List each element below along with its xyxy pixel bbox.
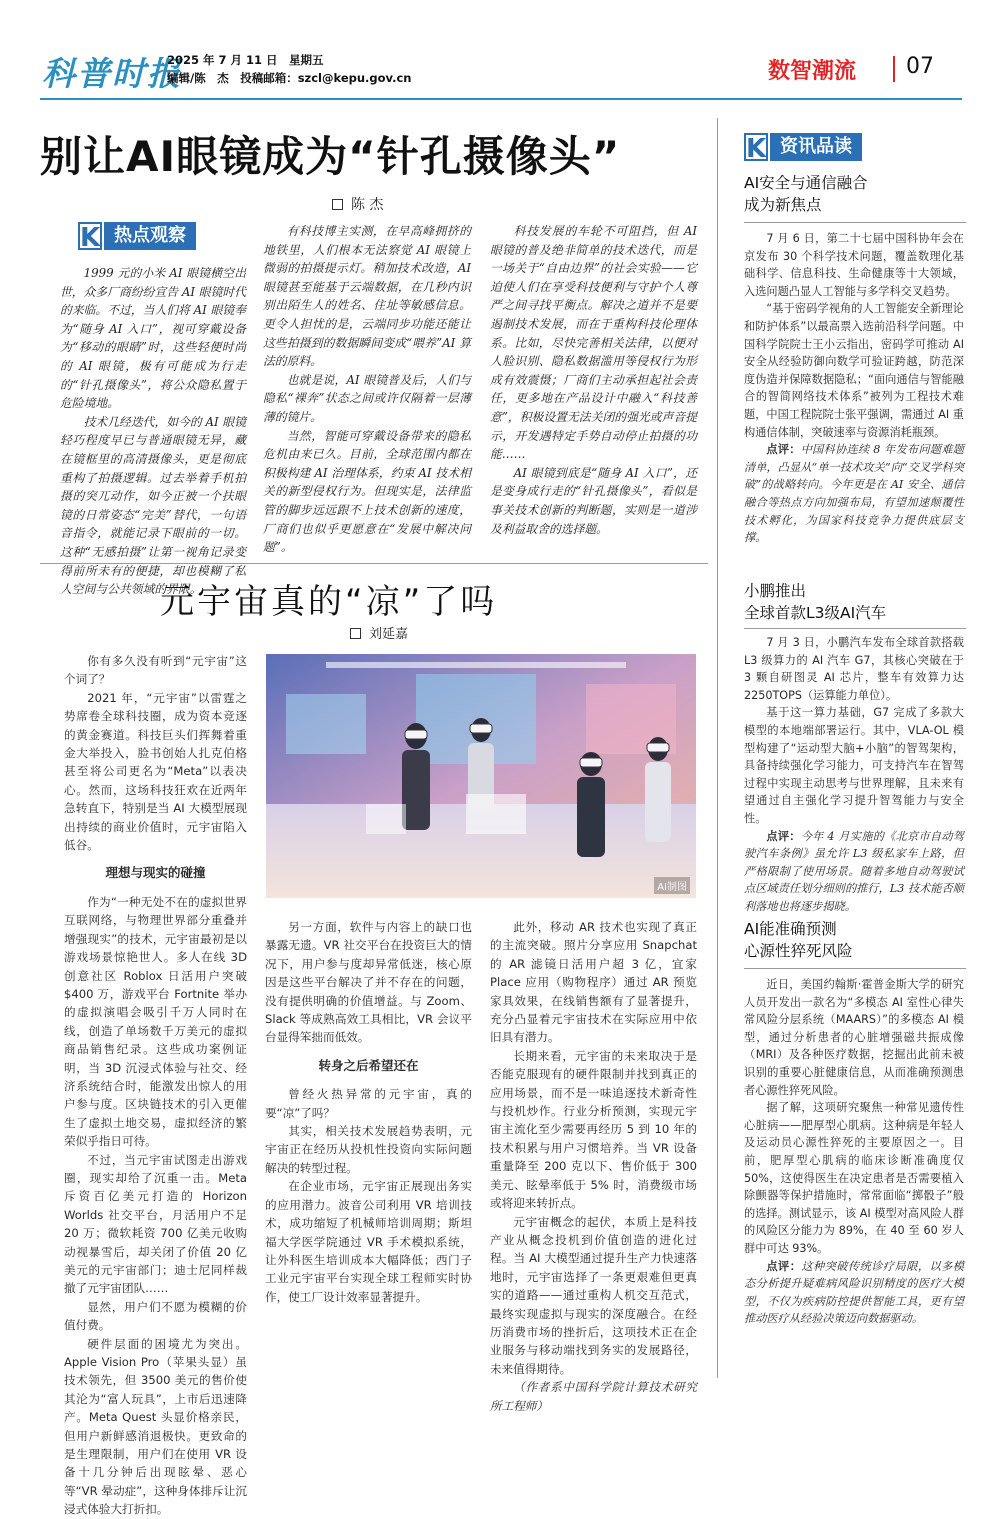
image-credit: AI制图 — [654, 877, 690, 894]
author-note: （作者系中国科学院计算技术研究所工程师） — [490, 1380, 697, 1413]
section-name: 数智潮流 — [768, 59, 857, 84]
editor-contact: 编辑/陈 杰 投稿邮箱：szcl@kepu.gov.cn — [167, 71, 412, 85]
article2-paragraph: 作为“一种无处不在的虚拟世界互联网络，与物理世界部分重叠并增强现实”的技术，元宇宙最初是以游戏场景惊艳世人。多人在线 3D 创意社区 Roblox 日活用户突破 $400 万，游戏平台 Fortnite 举办的虚拟演唱会吸引千万人同时在线，创造了单场数千万美元的虚拟商品销售纪录。这些成功案例证明，当 3D 沉浸式体验与社交、经济系统结合时，能激发出惊人的用户参与度。区块链技术的引入更催生了虚拟土地交易，虚拟经济的繁荣似乎指日可待。 — [64, 894, 247, 1149]
article2-column-1 — [64, 652, 247, 1519]
brief3-body — [744, 976, 964, 1328]
article2-paragraph: 你有多久没有听到“元宇宙”这个词了？ — [64, 654, 247, 687]
article2-paragraph: 长期来看，元宇宙的未来取决于是否能克服现有的硬件限制并找到真正的应用场景，而不是一味追逐技术新奇性与投机炒作。行业分析预测，实现元宇宙主流化至少需要再经历 5 到 10 年的技术积累与用户习惯培养。当 VR 设备重量降至 200 克以下、售价低于 300 美元、眩晕率低于 5% 时，消费级市场或将迎来转折点。 — [490, 1048, 697, 1211]
brief-title-line: AI安全与通信融合 — [744, 174, 868, 192]
article2-paragraph: 其实，相关技术发展趋势表明，元宇宙正在经历从投机性投资向实际问题解决的转型过程。 — [265, 1124, 472, 1175]
article1-paragraph: 有科技博主实测，在早高峰拥挤的地铁里，人们根本无法察觉 AI 眼镜上微弱的拍摄提示灯。稍加技术改造，AI 眼镜甚至能基于云端数据，在几秒内识别出陌生人的姓名、住址等敏感信息。更令人担忧的是，云端同步功能还能让这些拍摄到的数据瞬间变成“喂养”AI 算法的原料。 — [263, 224, 471, 369]
header-rule — [40, 98, 962, 100]
article1-column-2 — [263, 222, 471, 557]
article1-paragraph: 当然，智能可穿戴设备带来的隐私危机由来已久。目前，全球范围内都在积极构建 AI 治理体系，约束 AI 技术相关的新型侵权行为。但现实是，法律监管的脚步远远跟不上技术创新的速度，厂商们也似乎更愿意在“发展中解决问题”。 — [263, 428, 471, 555]
brief-paragraph: “基于密码学视角的人工智能安全新理论和防护体系”以最高票入选前沿科学问题。中国科学院院士王小云指出，密码学可推动 AI 安全从经验防御向数学可验证跨越，防范深度伪造并保障数据隐私；“面向通信与智能融合的智简网络技术体系”被列为工程技术难题，中国工程院院士张平强调，需通过 AI 重构通信体制，突破速率与资源消耗瓶颈。 — [744, 302, 964, 439]
column-divider — [717, 118, 718, 1378]
brief-rule — [744, 628, 966, 629]
vr-office-illustration — [266, 654, 696, 898]
k-logo-icon: K — [80, 223, 101, 253]
column-tag-hot — [78, 222, 196, 253]
article2-paragraph: 显然，用户们不愿为模糊的价值付费。 — [64, 1299, 247, 1333]
brief-comment — [744, 441, 964, 547]
brief-title-line: 全球首款L3级AI汽车 — [744, 604, 887, 622]
article2-paragraph: 此外，移动 AR 技术也实现了真正的主流突破。照片分享应用 Snapchat 的 AR 滤镜日活用户超 3 亿，宜家 Place 应用（购物程序）通过 AR 预览家具效果，在线销售额有了显著提升，充分凸显着元宇宙技术在实际应用中依旧具有潜力。 — [490, 920, 697, 1045]
brief-rule — [744, 222, 966, 223]
issue-date: 2025 年 7 月 11 日 星期五 — [167, 53, 324, 67]
article2-byline — [350, 623, 408, 642]
comment-text: 中国科协连续 8 年发布问题难题清单，凸显从“单一技术攻关”向“交叉学科突破”的战略转向。今年更是在 AI 安全、通信融合等热点方向加强布局，有望加速颠覆性技术孵化，为国家科技竞争力提供底层支撑。 — [744, 443, 964, 545]
brief-comment — [744, 1258, 964, 1328]
article2-subheading: 转身之后希望还在 — [318, 1057, 419, 1073]
comment-label: 点评： — [766, 443, 801, 457]
brief1-body — [744, 230, 964, 547]
article2-column-2 — [265, 918, 472, 1306]
article1-column-1 — [60, 264, 246, 599]
header-separator — [893, 56, 895, 82]
article1-paragraph: 技术几经迭代，如今的 AI 眼镜轻巧程度早已与普通眼镜无异，藏在镜框里的高清摄像头，更是彻底重构了拍摄逻辑。过去举着手机拍摄的突兀动作，如今正被一个扶眼镜的日常姿态“完美”替代，一句语音指令，就能记录下眼前的一切。这种“无感拍摄”让第一视角记录变得前所未有的便捷，却也模糊了私人空间与公共领域的界限。 — [60, 414, 246, 597]
article1-author: 陈 杰 — [351, 197, 384, 213]
article2-paragraph: 元宇宙概念的起伏，本质上是科技产业从概念投机到价值创造的进化过程。当 AI 大模型通过提升生产力快速落地时，元宇宙选择了一条更艰难但更真实的道路——通过重构人机交互范式，最终实现虚拟与现实的深度融合。在经历消费市场的挫折后，这项技术正在企业服务与移动端找到务实的发展路径，未来值得期待。 — [490, 1214, 697, 1376]
comment-text: 今年 4 月实施的《北京市自动驾驶汽车条例》虽允许 L3 级私家车上路，但严格限制了使用场景。随着多地自动驾驶试点区域责任划分细则的推行，L3 技术能否顺利落地也将逐步揭晓。 — [744, 829, 964, 913]
brief-title-line: 成为新焦点 — [744, 196, 822, 214]
vr-scene-image — [266, 654, 696, 898]
brief-paragraph: 近日，美国约翰斯·霍普金斯大学的研究人员开发出一款名为“多模态 AI 室性心律失常风险分层系统（MAARS）”的多模态 AI 模型，通过分析患者的心脏增强磁共振成像（MRI）及各种医疗数据，挖掘出此前未被识别的重要心脏健康信息，从而准确预测患者心源性猝死风险。 — [744, 978, 964, 1097]
brief-comment — [744, 828, 964, 916]
column-tag-label: 热点观察 — [104, 222, 196, 250]
page-number: 07 — [906, 54, 934, 79]
article2-paragraph: 2021 年，“元宇宙”以雷霆之势席卷全球科技圈，成为资本竞逐的黄金赛道。科技巨头们挥舞着重金大举投入，脸书创始人扎克伯格甚至将公司更名为“Meta”以表决心。然而，这场科技狂欢在近两年急转直下，特别是当 AI 大模型展现出持续的商业价值时，元宇宙陷入低谷。 — [64, 690, 247, 853]
article2-headline: 元宇宙真的“凉”了吗 — [160, 582, 498, 622]
article2-paragraph: 在企业市场，元宇宙正展现出务实的应用潜力。波音公司利用 VR 培训技术，成功缩短了机械师培训周期；斯坦福大学医学院通过 VR 手术模拟系统，让外科医生培训成本大幅降低；西门子工业元宇宙平台实现全球工程师实时协作，使工厂设计效率显著提升。 — [265, 1179, 472, 1304]
byline-box-icon — [350, 628, 361, 639]
brief2-headline — [744, 580, 974, 624]
brief-paragraph: 7 月 6 日，第二十七届中国科协年会在京发布 30 个科学技术问题，覆盖数理化基础科学、信息科技、生命健康等十大领域，入选问题凸显人工智能与多学科交叉趋势。 — [744, 232, 964, 298]
article2-author: 刘延嘉 — [369, 627, 409, 642]
article2-subheading: 理想与现实的碰撞 — [105, 865, 206, 881]
article2-paragraph: 不过，当元宇宙试图走出游戏圈，现实却给了沉重一击。Meta 斥资百亿美元打造的 Horizon Worlds 社交平台，月活用户不足 20 万；微软耗资 700 亿美元收购动视暴雪后，却关闭了价值 20 亿美元的元宇宙部门；迪士尼同样裁撤了元宇宙团队…… — [64, 1152, 247, 1296]
brief-paragraph: 7 月 3 日，小鹏汽车发布全球首款搭载 L3 级算力的 AI 汽车 G7，其核心突破在于 3 颗自研图灵 AI 芯片，整车有效算力达 2250TOPS（运算能力单位）。 — [744, 636, 964, 702]
brief-rule — [744, 968, 966, 969]
article1-paragraph: 1999 元的小米 AI 眼镜横空出世，众多厂商纷纷宣告 AI 眼镜时代的来临。不过，当人们将 AI 眼镜奉为“随身 AI 入口”，视可穿戴设备为“移动的眼睛”时，这些轻便时尚的 AI 眼镜，极有可能成为行走的“针孔摄像头”，将公众隐私置于危险境地。 — [60, 266, 246, 411]
brief-title-line: 小鹏推出 — [744, 582, 807, 600]
column-tag-label: 资讯品读 — [770, 133, 862, 161]
comment-text: 这种突破传统诊疗局限，以多模态分析提升疑难病风险识别精度的医疗大模型，不仅为疾病防控提供智能工具，更有望推动医疗从经验决策迈向数据驱动。 — [744, 1259, 964, 1326]
brief-title-line: AI能准确预测 — [744, 920, 837, 938]
comment-label: 点评： — [766, 1259, 802, 1273]
brief-title-line: 心源性猝死风险 — [744, 942, 853, 960]
article1-paragraph: 科技发展的车轮不可阻挡，但 AI 眼镜的普及绝非简单的技术迭代，而是一场关于“自由边界”的社会实验——它迫使人们在享受科技便利与守护个人尊严之间寻找平衡点。解决之道并不是要遏制技术发展，而在于重构科技伦理体系。比如，尽快完善相关法律，以便对人脸识别、隐私数据滥用等侵权行为形成有效震慑；厂商们主动承担起社会责任，更多地在产品设计中融入“科技善意”，积极设置无法关闭的强光或声音提示，开发遇特定手势自动停止拍摄的功能…… — [490, 224, 697, 462]
brief1-headline — [744, 172, 974, 216]
article2-column-3 — [490, 918, 697, 1415]
article1-paragraph: 也就是说，AI 眼镜普及后，人们与隐私“裸奔”状态之间或许仅隔着一层薄薄的镜片。 — [263, 372, 471, 424]
k-logo-icon: K — [746, 134, 767, 164]
article-separator — [40, 563, 708, 564]
comment-label: 点评： — [766, 829, 801, 843]
article2-paragraph: 另一方面，软件与内容上的缺口也暴露无遗。VR 社交平台在投资巨大的情况下，用户参与度却异常低迷，核心原因是这些平台解决了并不存在的问题，没有提供明确的价值增益。与 Zoom、Slack 等成熟高效工具相比，VR 会议平台显得笨拙而低效。 — [265, 920, 472, 1045]
article1-headline: 别让AI眼镜成为“针孔摄像头” — [40, 132, 621, 181]
brief3-headline — [744, 918, 974, 962]
column-tag-info — [744, 133, 862, 164]
article2-paragraph: 硬件层面的困境尤为突出。Apple Vision Pro（苹果头显）虽技术领先，但 3500 美元的售价使其沦为“富人玩具”，上市后迅速降产。Meta Quest 头显价格亲民，但用户新鲜感消退极快。更致命的是生理限制，用户们在使用 VR 设备十几分钟后出现眩晕、恶心等“VR 晕动症”，这种身体排斥让沉浸式体验大打折扣。 — [64, 1336, 247, 1517]
masthead — [0, 0, 1000, 104]
article1-column-3 — [490, 222, 697, 538]
article1-byline — [332, 194, 383, 214]
article1-paragraph: AI 眼镜到底是“随身 AI 入口”，还是变身成行走的“针孔摄像头”，看似是事关技术创新的判断题，实则是一道涉及利益取舍的选择题。 — [490, 465, 697, 536]
brief-paragraph: 据了解，这项研究聚焦一种常见遗传性心脏病——肥厚型心肌病。这种病是年轻人及运动员心源性猝死的主要原因之一。目前，肥厚型心肌病的临床诊断准确度仅 50%，这使得医生在决定患者是否需要植入除颤器等保护措施时，常常面临“掷骰子”般的选择。测试显示，该 AI 模型对高风险人群的风险区分能力为 89%，在 40 至 60 岁人群中可达 93%。 — [744, 1101, 964, 1255]
brief-paragraph: 基于这一算力基础，G7 完成了多款大模型的本地端部署运行。其中，VLA-OL 模型构建了“运动型大脑+小脑”的智驾架构，具备持续强化学习能力，可支持汽车在智驾过程中实现主动思考与世界理解，且未来有望通过自主强化学习提升智驾能力与安全性。 — [744, 706, 964, 825]
brief2-body — [744, 634, 964, 916]
article2-paragraph: 曾经火热异常的元宇宙，真的要“凉”了吗？ — [265, 1087, 472, 1120]
byline-box-icon — [332, 199, 343, 210]
newspaper-logo: 科普时报 — [42, 54, 182, 93]
